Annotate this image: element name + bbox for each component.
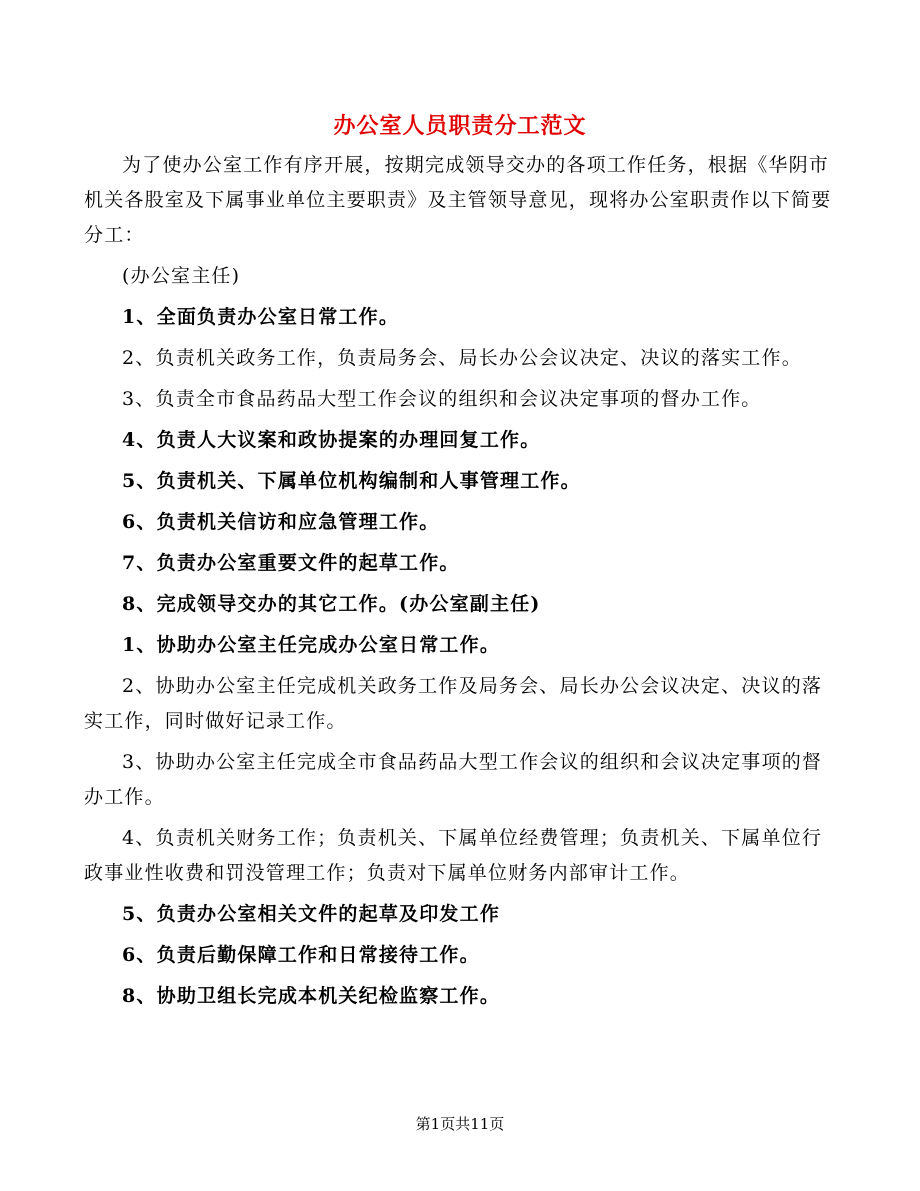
duty-item: 1、全面负责办公室日常工作。 <box>122 306 400 328</box>
duty-item: 8、协助卫组长完成本机关纪检监察工作。 <box>122 985 501 1007</box>
section-heading-director: (办公室主任) <box>122 265 241 287</box>
page-number-footer: 第1页共11页 <box>415 1115 505 1133</box>
paragraph-intro: 为了使办公室工作有序开展，按期完成领导交办的各项工作任务，根据《华阴市机关各股室及下属事业单位主要职责》及主管领导意见，现将办公室职责作以下简要分工： <box>84 154 832 246</box>
document-body <box>84 148 836 1020</box>
duty-item: 6、负责后勤保障工作和日常接待工作。 <box>122 944 480 966</box>
duty-item: 2、负责机关政务工作，负责局务会、局长办公会议决定、决议的落实工作。 <box>122 347 802 369</box>
duty-item: 8、完成领导交办的其它工作。(办公室副主任) <box>122 593 541 615</box>
duty-item: 3、负责全市食品药品大型工作会议的组织和会议决定事项的督办工作。 <box>122 388 762 410</box>
duty-item: 4、负责人大议案和政协提案的办理回复工作。 <box>122 429 541 451</box>
duty-item: 5、负责机关、下属单位机构编制和人事管理工作。 <box>122 470 581 492</box>
duty-item: 1、协助办公室主任完成办公室日常工作。 <box>122 634 501 656</box>
duty-item: 6、负责机关信访和应急管理工作。 <box>122 511 440 533</box>
duty-item: 2、协助办公室主任完成机关政务工作及局务会、局长办公会议决定、决议的落实工作，同时做好记录工作。 <box>84 675 823 732</box>
duty-item: 3、协助办公室主任完成全市食品药品大型工作会议的组织和会议决定事项的督办工作。 <box>84 751 823 808</box>
duty-item: 7、负责办公室重要文件的起草工作。 <box>122 552 460 574</box>
duty-item: 5、负责办公室相关文件的起草及印发工作 <box>122 903 501 925</box>
duty-item: 4、负责机关财务工作；负责机关、下属单位经费管理；负责机关、下属单位行政事业性收费和罚没管理工作；负责对下属单位财务内部审计工作。 <box>84 827 823 884</box>
document-title: 办公室人员职责分工范文 <box>333 113 587 139</box>
